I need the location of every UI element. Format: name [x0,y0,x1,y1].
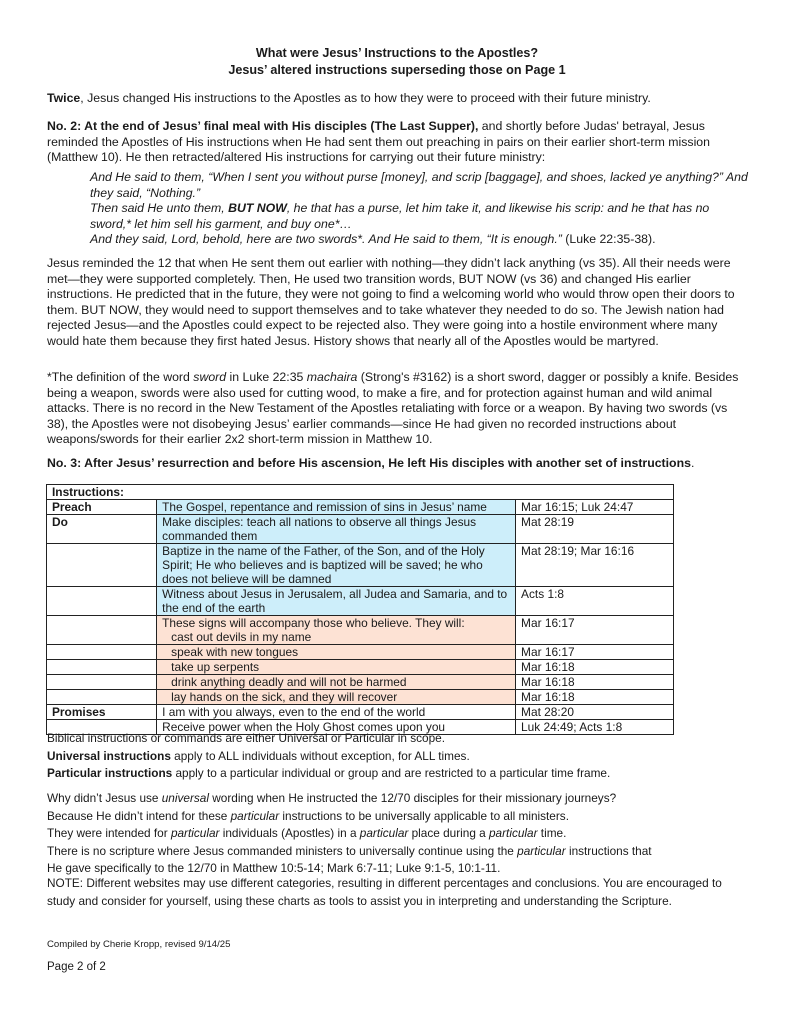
sign-item: speak with new tongues [157,645,516,660]
row-category: Preach [47,500,157,515]
footnote-text: (Strong's #3162) is a short sword, dagger or possibly a knife. Besides being a weapon, swords were also used for cutting wood, to make a fire, and for protection against human and wild animal attacks. There is no record in the New Testament of the Apostles retaliating with force or a weapon. By having two swords (vs 38), the Apostles were not disobeying Jesus’ earlier commands—since He had given no recorded instructions about weapons/swords for their earlier 2x2 short-term mission in Matthew 10. [47,370,739,447]
why-line-1 [47,790,747,808]
row-reference: Luk 24:49; Acts 1:8 [516,720,674,735]
particular-text: apply to a particular individual or group and are restricted to a particular time frame. [172,766,611,780]
footnote-term-sword: sword [193,370,227,384]
instructions-table [46,484,674,735]
page-title [47,45,747,79]
particular-definition [47,765,747,783]
text: wording when He instructed the 12/70 disciples for their missionary journeys? [208,791,617,805]
row-instruction: Make disciples: teach all nations to observe all things Jesus commanded them [157,515,516,544]
text: instructions that [565,843,652,858]
why-line-5: He gave specifically to the 12/70 in Matthew 10:5-14; Mark 6:7-11; Luke 9:1-5, 10:1-11. [47,861,501,875]
title-line-1: What were Jesus’ Instructions to the Apostles? [255,46,539,60]
row-reference: Mat 28:19 [516,515,674,544]
row-instruction [157,616,516,645]
emphasis: particular [359,826,409,840]
title-line-2: Jesus’ altered instructions superseding those on Page 1 [228,63,566,77]
row-reference: Mar 16:18 [516,675,674,690]
quote-text: Then said He unto them, [90,201,229,216]
row-instruction: I am with you always, even to the end of the world [157,705,516,720]
note-paragraph: NOTE: Different websites may use different categories, resulting in different percentages and conclusions. You are encouraged to study and consider for yourself, using these charts as tools to assist you in interpreting and understanding the Scripture. [47,876,722,908]
no3-heading-text: No. 3: After Jesus’ resurrection and before His ascension, He left His disciples with another set of instructions [47,456,691,470]
quote-line-1: And He said to them, “When I sent you without purse [money], and scrip [baggage], and shoes, lacked ye anything?” And they said, “Nothing.” [90,170,748,200]
text: instructions to be universally applicable to all ministers. [279,808,569,823]
row-instruction: Receive power when the Holy Ghost comes upon you [157,720,516,735]
scope-line: Biblical instructions or commands are either Universal or Particular in scope. [47,731,445,745]
text: There is no scripture where Jesus commanded ministers to universally continue using the [47,843,518,858]
why-line-2 [47,808,747,826]
row-instruction: Witness about Jesus in Jerusalem, all Judea and Samaria, and to the end of the earth [157,587,516,616]
row-category [47,587,157,616]
table-row [47,587,674,616]
intro-bold: Twice [47,91,81,105]
universal-term: Universal instructions [47,748,171,763]
emphasis: particular [517,843,566,858]
table-header-row [47,485,674,500]
row-reference: Mar 16:18 [516,690,674,705]
row-category [47,660,157,675]
no3-period: . [690,456,695,470]
table-row [47,515,674,544]
scope-section [47,730,747,783]
text: Why didn’t Jesus use [47,791,162,805]
no3-heading [47,456,747,472]
footnote-paragraph [47,370,747,448]
footnote-text: in Luke 22:35 [226,370,307,384]
quote-line-2 [90,201,750,232]
sign-item: take up serpents [157,660,516,675]
intro-paragraph [47,91,747,107]
emphasis: particular [170,826,220,840]
no2-paragraph [47,119,747,166]
row-category [47,690,157,705]
row-reference: Mar 16:18 [516,660,674,675]
row-reference: Mar 16:17 [516,645,674,660]
particular-term: Particular instructions [47,766,173,780]
table-row [47,690,674,705]
sign-item: drink anything deadly and will not be harmed [157,675,516,690]
emphasis: particular [489,826,538,840]
row-reference: Acts 1:8 [516,587,674,616]
intro-text: , Jesus changed His instructions to the Apostles as to how they were to proceed with their future ministry. [80,91,651,105]
footnote-term-machaira: machaira [306,370,358,384]
explanation-paragraph: Jesus reminded the 12 that when He sent them out earlier with nothing—they didn’t lack anything (vs 35). All their needs were met—they were supported completely. Then, He used two transition words, BUT NOW (vs 36) and changed His earlier instructions. He predicted that in the future, they were not going to find a welcoming world who would throw open their doors to them. BUT NOW, they would need to support themselves and to take whatever they needed to do so. The Jewish nation had rejected Jesus—and the Apostles could expect to be rejected also. They were going into a hostile environment where many would hate them because they first hated Jesus. History shows that nearly all of the Apostles would be martyred. [47,256,735,348]
row-category [47,616,157,645]
universal-definition [47,748,747,766]
text: Because He didn’t intend for these [47,808,231,823]
table-header: Instructions: [47,485,674,500]
scripture-quote [90,170,750,248]
sign-item: cast out devils in my name [171,630,312,644]
row-category: Promises [47,705,157,720]
table-row [47,660,674,675]
table-row [47,544,674,587]
text: They were intended for [47,826,171,840]
table-row [47,500,674,515]
row-reference: Mar 16:15; Luk 24:47 [516,500,674,515]
but-now-emphasis: BUT NOW [228,201,287,216]
row-instruction: Baptize in the name of the Father, of the Son, and of the Holy Spirit; He who believes and is baptized will be saved; he who does not believe will be damned [157,544,516,587]
quote-text: , he that has a purse, let him take it, and likewise his scrip: and he that has no sword,* let him sell his garment, and buy one*… [90,201,710,231]
quote-line-3 [90,232,750,248]
row-reference: Mar 16:17 [516,616,674,645]
footnote-text: *The definition of the word [47,370,194,384]
compiled-by: Compiled by Cherie Kropp, revised 9/14/25 [47,939,231,950]
row-reference: Mat 28:20 [516,705,674,720]
table-row [47,616,674,645]
sign-item: lay hands on the sick, and they will recover [157,690,516,705]
scripture-reference: (Luke 22:35-38). [561,232,656,247]
emphasis: universal [161,791,209,805]
row-category [47,675,157,690]
emphasis: particular [230,808,280,823]
signs-intro: These signs will accompany those who believe. They will: [162,616,465,630]
why-line-4 [47,843,747,861]
row-category [47,645,157,660]
text: individuals (Apostles) in a [219,826,360,840]
row-reference: Mat 28:19; Mar 16:16 [516,544,674,587]
no2-text: and shortly before Judas' betrayal, Jesus reminded the Apostles of His instructions when He had sent them out preaching in pairs on their earlier short-term mission (Matthew 10). He then retracted/altered His instructions for carrying out their future ministry: [47,119,710,165]
row-category [47,544,157,587]
row-category: Do [47,515,157,544]
quote-text: And they said, Lord, behold, here are two swords*. And He said to them, “It is enough.” [90,232,562,247]
no2-heading: No. 2: At the end of Jesus’ final meal with His disciples (The Last Supper), [47,119,479,133]
text: time. [537,826,567,840]
universal-text: apply to ALL individuals without exception, for ALL times. [170,748,470,763]
table-row [47,645,674,660]
page-number: Page 2 of 2 [47,961,106,973]
table-row [47,675,674,690]
table-row [47,705,674,720]
row-instruction: The Gospel, repentance and remission of sins in Jesus’ name [157,500,516,515]
why-line-3 [47,825,747,843]
text: place during a [408,826,489,840]
why-section [47,790,747,878]
